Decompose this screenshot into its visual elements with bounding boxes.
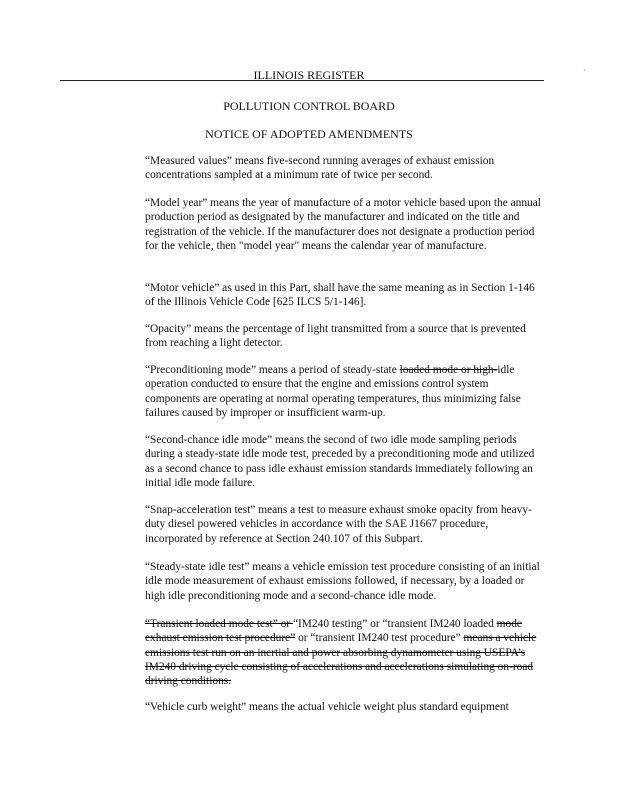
definition-steady-state-idle: “Steady-state idle test” means a vehicle emission test procedure consisting of an initial idle mode measurement of exhaust emissions followed, if necessary, by a loaded or high idle preconditioning mode and a second-chance idle mode. — [145, 561, 540, 602]
notice-title: NOTICE OF ADOPTED AMENDMENTS — [205, 127, 413, 141]
definition-second-chance-idle: “Second-chance idle mode” means the second of two idle mode sampling periods during a steady-state idle mode test, preceded by a preconditioning mode and utilized as a second chance to pass idle exhaust emission standards immediately following an initial idle mode failure. — [145, 434, 535, 489]
header-rule — [60, 80, 544, 81]
definition-measured-values: “Measured values” means five-second running averages of exhaust emission concentrations sampled at a minimum rate of twice per second. — [145, 155, 495, 182]
definition-opacity: “Opacity” means the percentage of light transmitted from a source that is prevented from reaching a light detector. — [145, 323, 526, 350]
corner-mark: · — [583, 66, 586, 75]
preconditioning-text-b: idle operation conducted to ensure that the engine and emissions control system components are operating at normal operating temperatures, thus minimizing false failures caused by improper or insufficient warm-up. — [145, 364, 521, 419]
preconditioning-text-a: “Preconditioning mode” means a period of steady-state — [145, 364, 400, 376]
transient-deleted-text-c: means a vehicle emissions test run on an inertial and power absorbing dynamometer using USEPA’s IM240 driving cycle consisting of accelerations and accelerations simulating on-road driving conditions. — [145, 632, 537, 688]
preconditioning-deleted-text: loaded mode or high- — [399, 364, 498, 376]
transient-text-a: “IM240 testing” or “transient IM240 loaded — [292, 618, 497, 630]
definition-snap-acceleration: “Snap-acceleration test” means a test to measure exhaust smoke opacity from heavy-duty diesel powered vehicles in accordance with the SAE J1667 procedure, incorporated by reference at Section 240.107 of this Subpart. — [145, 504, 532, 545]
definition-preconditioning-mode — [145, 363, 543, 420]
transient-deleted-text-b: mode exhaust emission test procedure” — [145, 618, 522, 645]
transient-text-b: or “transient IM240 test procedure” — [295, 632, 464, 645]
definition-model-year: “Model year” means the year of manufacture of a motor vehicle based upon the annual production period as designated by the manufacturer and indicated on the title and registration of the vehicle. If the manufacturer does not designate a production period for the vehicle, then "model year" means the calendar year of manufacture. — [145, 197, 541, 252]
board-title: POLLUTION CONTROL BOARD — [223, 99, 395, 113]
definition-transient-test — [145, 617, 543, 688]
definition-vehicle-curb-weight: “Vehicle curb weight” means the actual vehicle weight plus standard equipment — [145, 701, 509, 713]
transient-deleted-text-a: “Transient loaded mode test” or — [145, 618, 293, 630]
definition-motor-vehicle: “Motor vehicle” as used in this Part, shall have the same meaning as in Section 1-146 of the Illinois Vehicle Code [625 ILCS 5/1-146]. — [145, 282, 535, 309]
register-title: ILLINOIS REGISTER — [253, 68, 365, 82]
